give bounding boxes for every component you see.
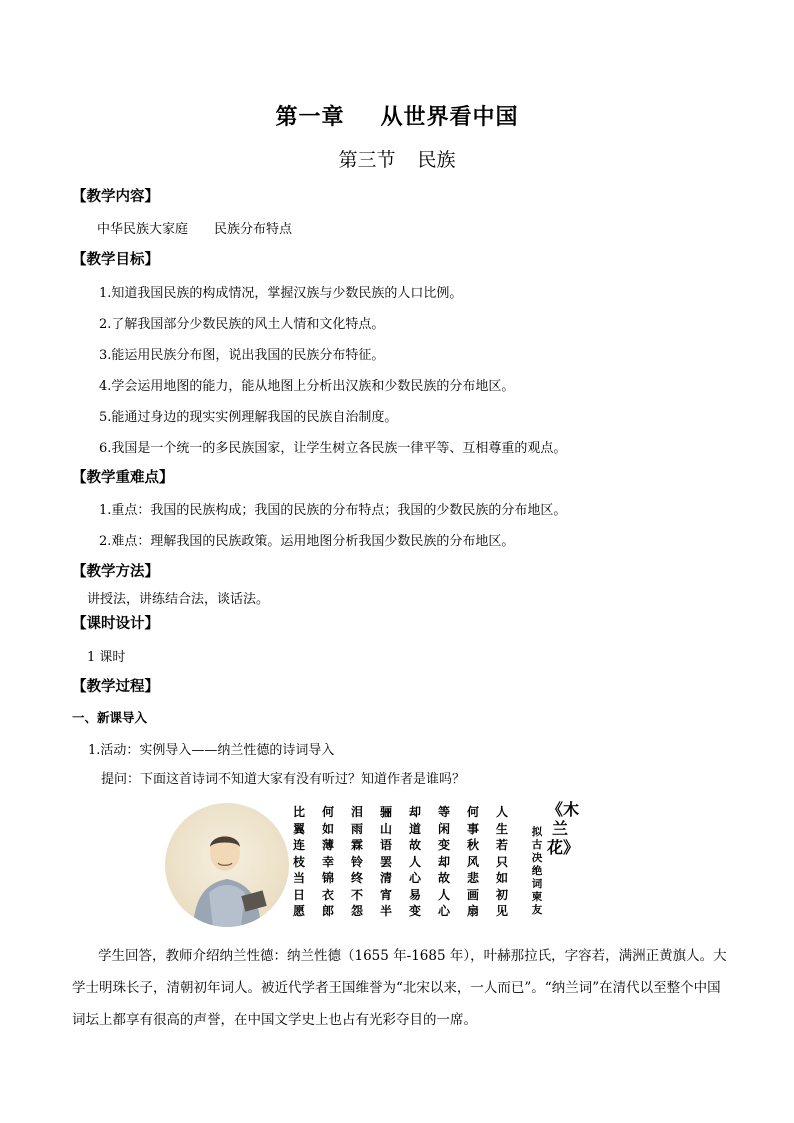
activity-text: 1.活动：实例导入——纳兰性德的诗词导入 [88,743,335,758]
poem-line: 人生若只如初见 [495,805,508,918]
chapter-number: 第一章 [275,104,345,130]
section-title [0,145,794,172]
poem-author: 拟古决绝词柬友 [531,826,543,916]
schedule-text: 1 课时 [87,650,126,665]
heading-process: 【教学过程】 [72,678,159,695]
goal-item: 2.了解我国部分少数民族的风土人情和文化特点。 [99,317,385,332]
section-name: 民族 [417,149,456,171]
section-number: 第三节 [338,149,396,171]
poem-figure [165,800,585,930]
poem-line: 等闲变却故人心 [437,805,450,918]
heading-methods: 【教学方法】 [72,563,159,580]
goal-item: 3.能运用民族分布图，说出我国的民族分布特征。 [99,348,385,363]
heading-schedule: 【课时设计】 [72,615,159,632]
portrait-illustration [165,803,289,927]
portrait-figure-icon [165,803,289,927]
key-point-item: 1.重点：我国的民族构成；我国的民族的分布特点；我国的少数民族的分布地区。 [99,503,567,518]
poem-line: 骊山语罢清宵半 [379,805,392,918]
step1-heading: 一、新课导入 [72,710,148,725]
key-point-item: 2.难点：理解我国的民族政策。运用地图分析我国少数民族的分布地区。 [99,534,515,549]
goal-item: 6.我国是一个统一的多民族国家，让学生树立各民族一律平等、互相尊重的观点。 [99,441,567,456]
question-text: 提问：下面这首诗词不知道大家有没有听过？知道作者是谁吗？ [101,772,466,787]
chapter-name: 从世界看中国 [380,104,519,130]
content-item: 中华民族大家庭 [97,222,189,237]
heading-goals: 【教学目标】 [72,251,159,268]
chapter-title [0,100,794,131]
poem-line: 何如薄幸锦衣郎 [321,805,334,918]
goal-item: 1.知道我国民族的构成情况，掌握汉族与少数民族的人口比例。 [99,286,463,301]
goal-item: 5.能通过身边的现实实例理解我国的民族自治制度。 [99,410,398,425]
content-item: 民族分布特点 [214,222,293,237]
poem-line: 泪雨霖铃终不怨 [350,805,363,918]
poem-line: 何事秋风悲画扇 [466,805,479,918]
answer-paragraph: 学生回答，教师介绍纳兰性德：纳兰性德（1655 年-1685 年），叶赫那拉氏，字容若，满洲正黄旗人。大学士明珠长子，清朝初年词人。被近代学者王国维誉为“北宋以来，一人而已”。“纳兰词”在清代以至整个中国词坛上都享有很高的声誉，在中国文学史上也占有光彩夺目的一席。 [72,948,727,1028]
heading-key-points: 【教学重难点】 [72,469,174,486]
poem-line: 却道故人心易变 [408,805,421,918]
poem-title: 《木兰花》 [547,800,580,857]
methods-text: 讲授法，讲练结合法，谈话法。 [87,592,270,607]
heading-content: 【教学内容】 [72,188,159,205]
poem-line: 比翼连枝当日愿 [292,805,305,918]
goal-item: 4.学会运用地图的能力，能从地图上分析出汉族和少数民族的分布地区。 [99,379,515,394]
